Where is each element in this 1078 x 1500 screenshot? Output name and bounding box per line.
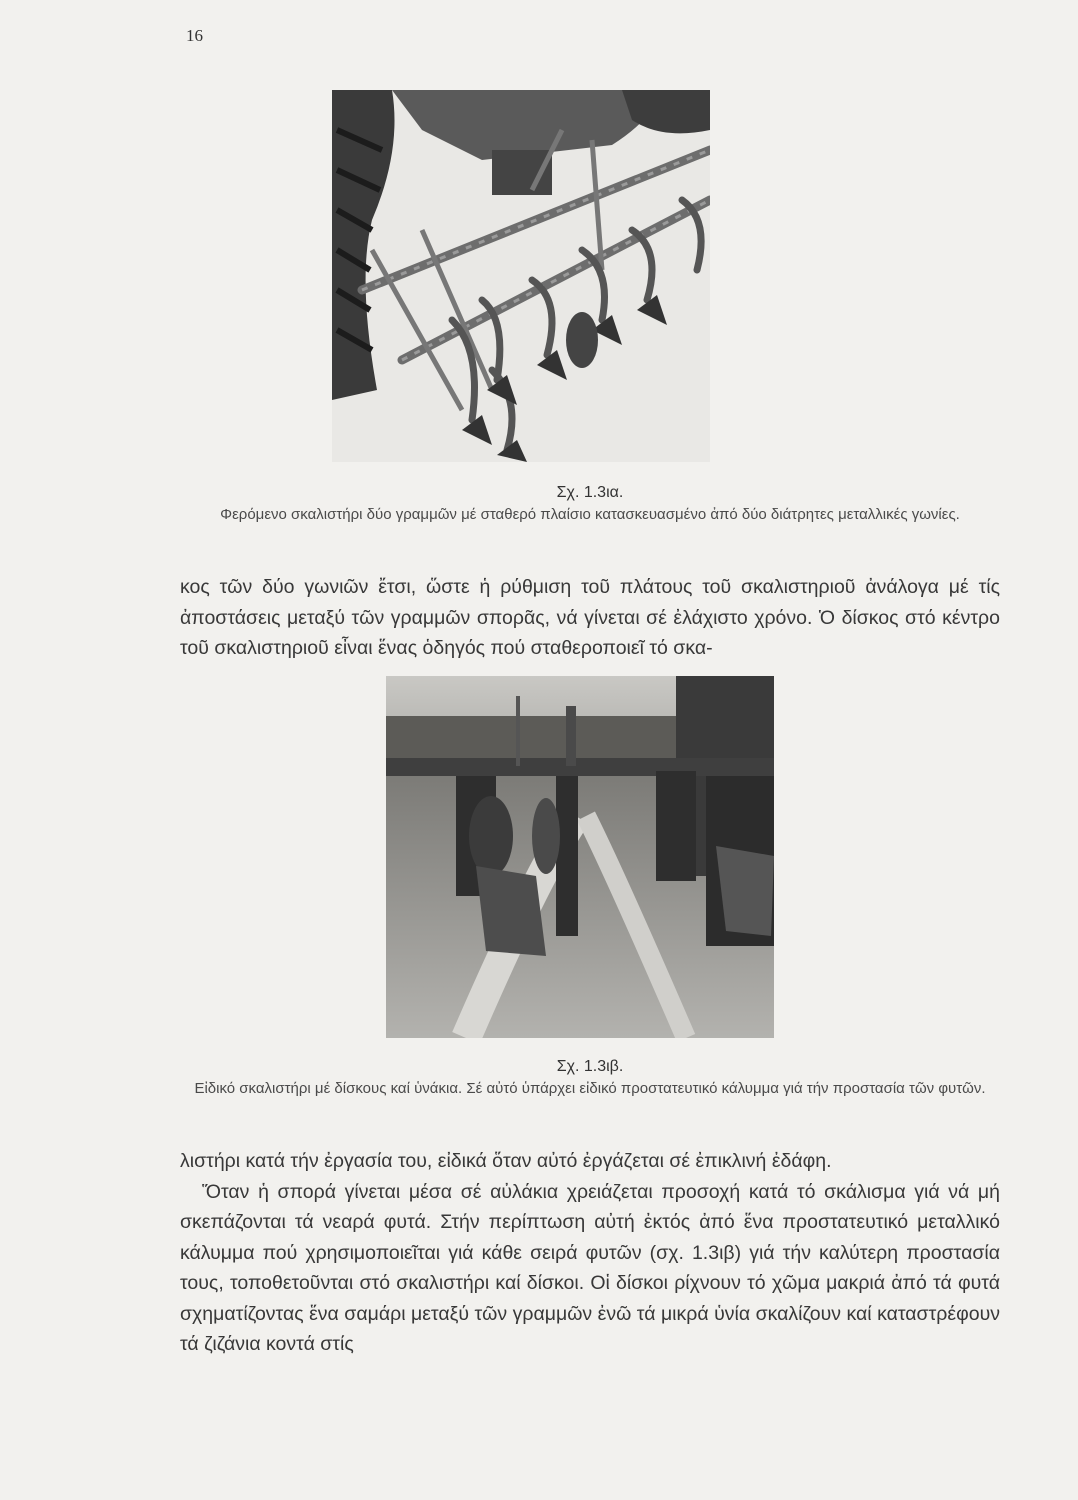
figure-a-label: Σχ. 1.3ια. xyxy=(556,484,624,501)
figure-cultivator-photo xyxy=(332,90,710,462)
figure-a-caption: Φερόμενο σκαλιστήρι δύο γραμμῶν μέ σταθερό πλαίσιο κατασκευασμένο ἀπό δύο διάτρητες μεταλλικές γωνίες. xyxy=(220,506,960,523)
paragraph: λιστήρι κατά τήν ἐργασία του, εἰδικά ὅταν αὐτό ἐργάζεται σέ ἐπικλινή ἐδάφη. xyxy=(180,1150,832,1172)
figure-disc-cultivator-photo xyxy=(386,676,774,1038)
figure-a-caption-block xyxy=(160,482,1020,526)
body-text-lower xyxy=(180,1146,1000,1360)
figure-b-label: Σχ. 1.3ιβ. xyxy=(556,1058,624,1075)
page-number: 16 xyxy=(186,26,203,45)
paragraph: Ὅταν ἡ σπορά γίνεται μέσα σέ αὐλάκια χρειάζεται προσοχή κατά τό σκάλισμα γιά νά μή σκεπάζονται τά νεαρά φυτά. Στήν περίπτωση αὐτή ἐκτός ἀπό ἕνα προστατευτικό μεταλλικό κάλυμμα πού χρησιμοποιεῖται γιά κάθε σειρά φυτῶν (σχ. 1.3ιβ) γιά τήν καλύτερη προστασία τους, τοποθετοῦνται στό σκαλιστήρι καί δίσκοι. Οἱ δίσκοι ρίχνουν τό χῶμα μακριά ἀπό τά φυτά σχηματίζοντας ἕνα σαμάρι μεταξύ τῶν γραμμῶν ἐνῶ τά μικρά ὑνία σκαλίζουν καί καταστρέφουν τά ζιζάνια κοντά στίς xyxy=(180,1180,1000,1355)
figure-b-caption-block xyxy=(160,1056,1020,1100)
paragraph: κος τῶν δύο γωνιῶν ἔτσι, ὥστε ἡ ρύθμιση τοῦ πλάτους τοῦ σκαλιστηριοῦ ἀνάλογα μέ τίς ἀποστάσεις μεταξύ τῶν γραμμῶν σπορᾶς, νά γίνεται σέ ἐλάχιστο χρόνο. Ὁ δίσκος στό κέντρο τοῦ σκαλιστηριοῦ εἶναι ἕνας ὁδηγός πού σταθεροποιεῖ τό σκα- xyxy=(180,576,1000,659)
body-text-upper xyxy=(180,572,1000,664)
figure-b-caption: Εἰδικό σκαλιστήρι μέ δίσκους καί ὑνάκια. Σέ αὐτό ὑπάρχει εἰδικό προστατευτικό κάλυμμα γιά τήν προστασία τῶν φυτῶν. xyxy=(194,1080,986,1097)
